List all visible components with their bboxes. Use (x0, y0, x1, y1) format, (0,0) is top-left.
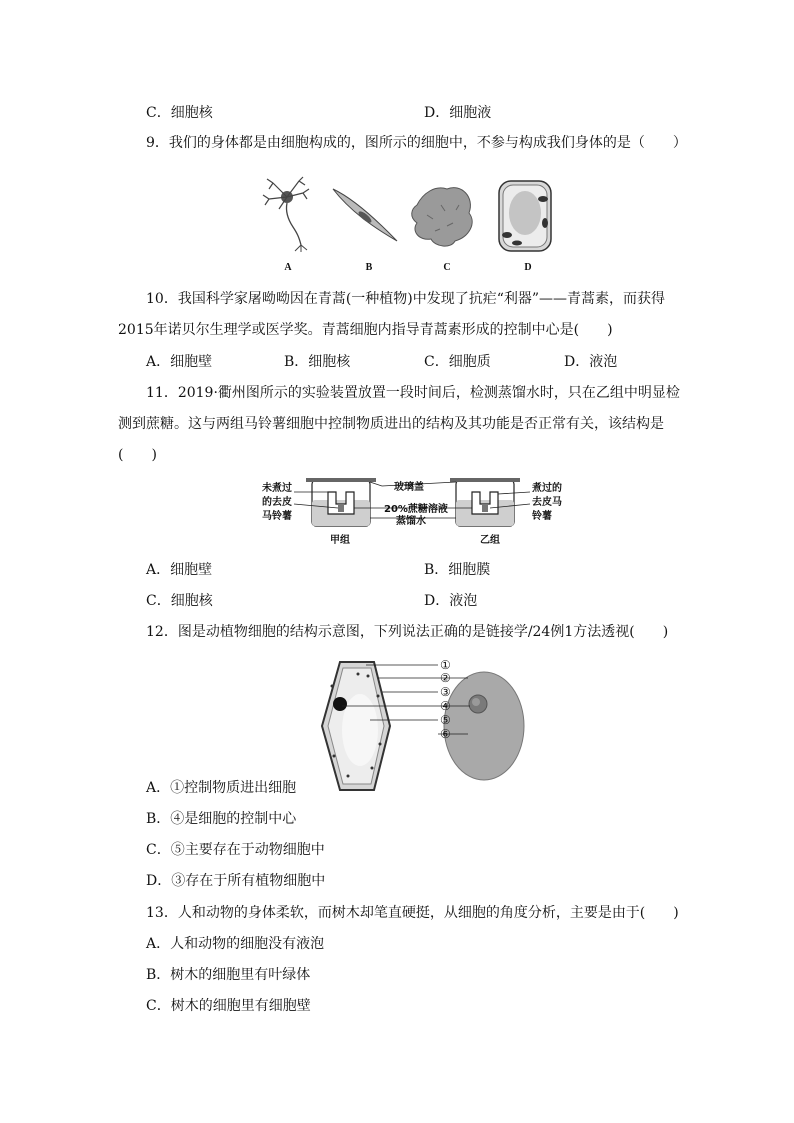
q11-option-a: A．细胞壁 (146, 562, 213, 578)
q9-label-c: C (443, 262, 451, 273)
q9-stem: 9．我们的身体都是由细胞构成的，图所示的细胞中，不参与构成我们身体的是（ ） (146, 135, 687, 151)
q11-caption-left: 甲组 (330, 535, 350, 546)
q12-option-c: C．⑤主要存在于动物细胞中 (146, 842, 325, 858)
q12-cell-diagram (318, 656, 558, 796)
q12-stem: 12．图是动植物细胞的结构示意图，下列说法正确的是链接学/24例1方法透视( ) (146, 624, 669, 640)
q9-label-a: A (284, 262, 292, 273)
q12-marker-3: ③ (440, 685, 451, 699)
muscle-cell-figure (333, 189, 397, 241)
q11-label-left-2: 的去皮 (262, 497, 292, 508)
q8-option-c: C．细胞核 (146, 105, 213, 121)
q11-stem-line1: 11．2019·衢州图所示的实验装置放置一段时间后，检测蒸馏水时，只在乙组中明显检 (146, 385, 680, 401)
q12-marker-5: ⑤ (440, 713, 451, 727)
q11-label-right-3: 铃薯 (532, 511, 552, 522)
q11-label-distilled-water: 蒸馏水 (396, 516, 426, 527)
q12-marker-4: ④ (440, 699, 451, 713)
tissue-cell-figure (412, 188, 472, 247)
q11-stem-line3: ( ) (118, 447, 157, 463)
q11-option-d: D．液泡 (424, 593, 478, 609)
q9-cell-figures (255, 175, 555, 255)
q9-label-b: B (365, 262, 373, 273)
right-beaker (450, 478, 520, 526)
q11-label-left-3: 马铃薯 (262, 511, 292, 522)
q12-option-a: A．①控制物质进出细胞 (146, 780, 297, 796)
q12-marker-1: ① (440, 658, 451, 672)
neuron-cell-figure (263, 177, 309, 252)
q9-label-d: D (524, 262, 532, 273)
q12-marker-2: ② (440, 671, 451, 685)
q11-label-right-1: 煮过的 (532, 483, 562, 494)
left-beaker (306, 478, 376, 526)
q10-stem-line2: 2015年诺贝尔生理学或医学奖。青蒿细胞内指导青蒿素形成的控制中心是( ) (118, 322, 613, 338)
q8-option-d: D．细胞液 (424, 105, 492, 121)
q11-stem-line2: 测到蔗糖。这与两组马铃薯细胞中控制物质进出的结构及其功能是否正常有关，该结构是 (118, 416, 664, 432)
q12-option-d: D．③存在于所有植物细胞中 (146, 873, 326, 889)
animal-cell-diagram (444, 672, 524, 780)
q10-option-c: C．细胞质 (424, 354, 491, 370)
q13-stem: 13．人和动物的身体柔软，而树木却笔直硬挺，从细胞的角度分析，主要是由于( ) (146, 905, 679, 921)
q13-option-a: A．人和动物的细胞没有液泡 (146, 936, 325, 952)
q11-label-sugar-solution: 20%蔗糖溶液 (384, 504, 448, 515)
q11-label-right-2: 去皮马 (532, 497, 562, 508)
q11-option-b: B．细胞膜 (424, 562, 491, 578)
q13-option-b: B．树木的细胞里有叶绿体 (146, 967, 311, 983)
q10-stem-line1: 10．我国科学家屠呦呦因在青蒿(一种植物)中发现了抗疟“利器”——青蒿素，而获得 (146, 291, 666, 307)
q11-caption-right: 乙组 (480, 535, 500, 546)
plant-cell-diagram (322, 662, 390, 790)
q10-option-a: A．细胞壁 (146, 354, 213, 370)
q11-option-c: C．细胞核 (146, 593, 213, 609)
q11-label-left-1: 未煮过 (262, 483, 292, 494)
q12-marker-6: ⑥ (440, 727, 451, 741)
q10-option-d: D．液泡 (564, 354, 618, 370)
plant-cell-figure (499, 181, 551, 251)
q12-option-b: B．④是细胞的控制中心 (146, 811, 297, 827)
q13-option-c: C．树木的细胞里有细胞壁 (146, 998, 311, 1014)
q10-option-b: B．细胞核 (284, 354, 351, 370)
q11-label-glass-cover: 玻璃盖 (394, 482, 424, 493)
